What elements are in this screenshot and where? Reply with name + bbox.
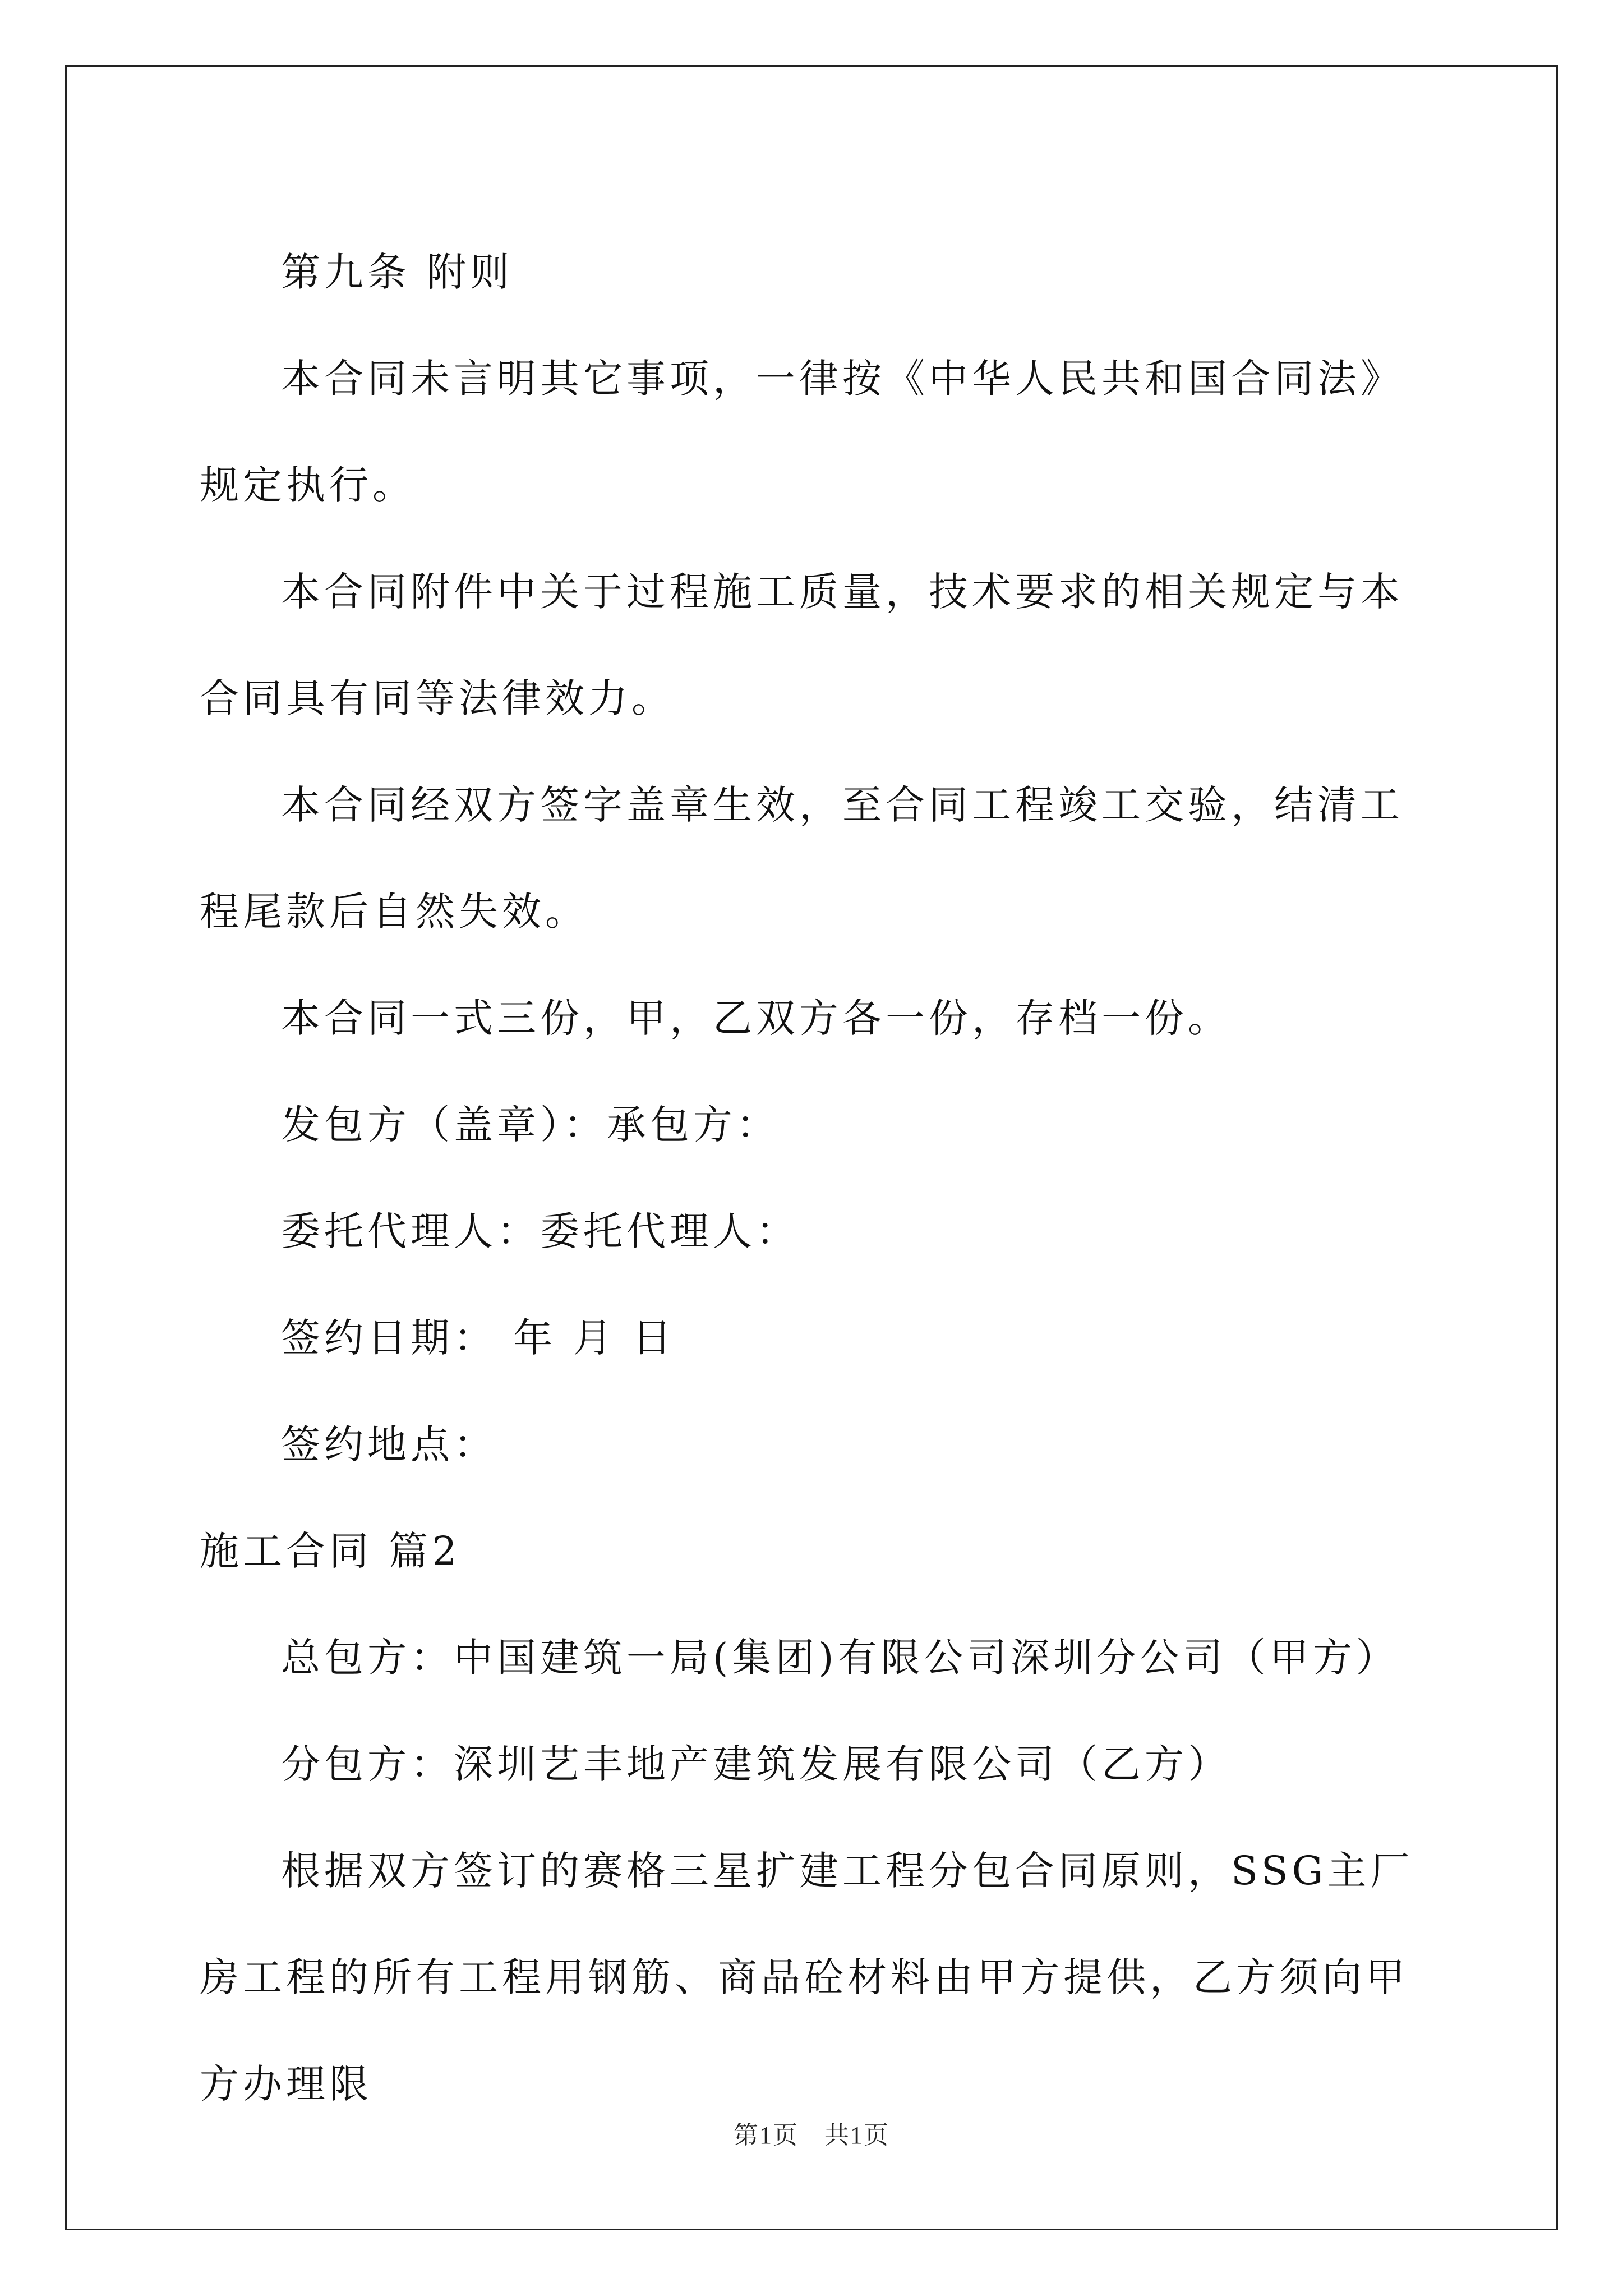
document-body <box>200 219 1429 2137</box>
section-heading: 施工合同 篇2 <box>200 1528 461 1574</box>
signature-agents: 委托代理人：委托代理人： <box>281 1208 799 1254</box>
paragraph-effectiveness: 本合同经双方签字盖章生效，至合同工程竣工交验，结清工程尾款后自然失效。 <box>200 782 1404 935</box>
paragraph-materials: 根据双方签订的赛格三星扩建工程分包合同原则，SSG主厂房工程的所有工程用钢筋、商品砼材料由甲方提供，乙方须向甲方办理限 <box>200 1848 1414 2107</box>
paragraph-other-matters: 本合同未言明其它事项，一律按《中华人民共和国合同法》规定执行。 <box>200 356 1404 508</box>
party-general-contractor: 总包方：中国建筑一局(集团)有限公司深圳分公司（甲方） <box>281 1635 1399 1681</box>
article-heading: 第九条 附则 <box>281 249 514 295</box>
paragraph-attachments: 本合同附件中关于过程施工质量，技术要求的相关规定与本合同具有同等法律效力。 <box>200 569 1404 721</box>
signature-parties: 发包方（盖章）：承包方： <box>281 1102 780 1148</box>
paragraph-copies: 本合同一式三份，甲，乙双方各一份，存档一份。 <box>281 995 1231 1041</box>
signature-place: 签约地点： <box>281 1421 497 1467</box>
party-subcontractor: 分包方：深圳艺丰地产建筑发展有限公司（乙方） <box>281 1741 1231 1787</box>
page-footer: 第1页 共1页 <box>734 2122 889 2149</box>
signature-date: 签约日期： 年 月 日 <box>281 1315 676 1361</box>
